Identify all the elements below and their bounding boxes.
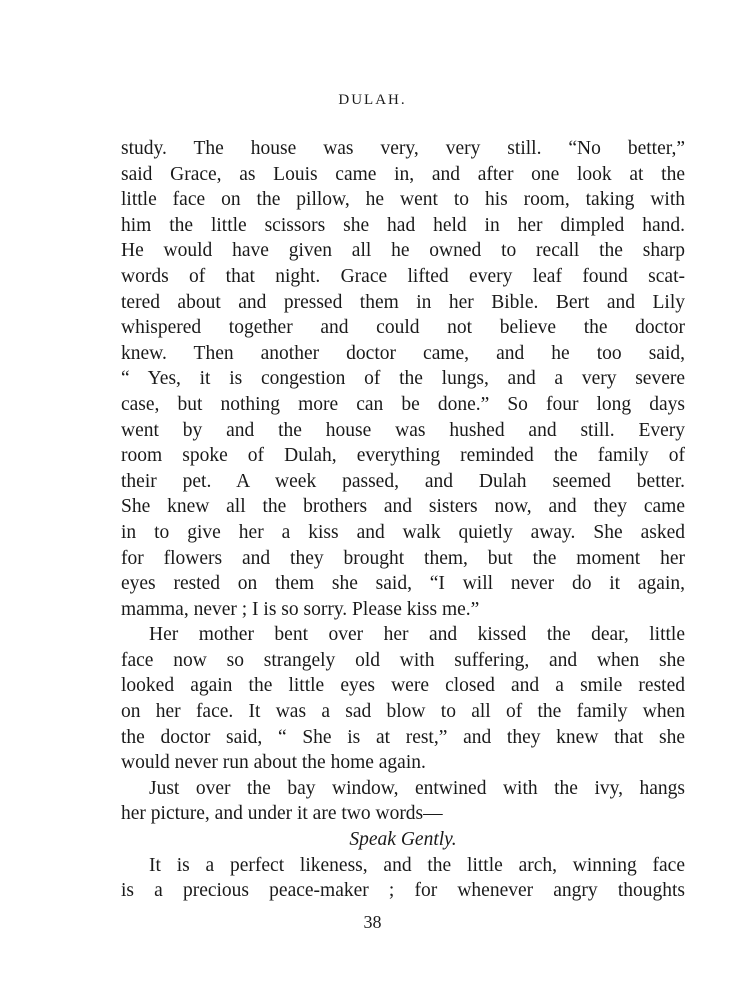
italic-heading: Speak Gently. <box>349 829 457 851</box>
text-line: the doctor said, “ She is at rest,” and they knew that she <box>121 726 685 748</box>
text-line: her picture, and under it are two words— <box>121 803 443 825</box>
text-line: Her mother bent over her and kissed the dear, little <box>149 624 685 646</box>
text-line: He would have given all he owned to recall the sharp <box>121 240 685 262</box>
text-line: on her face. It was a sad blow to all of the family when <box>121 701 685 723</box>
body-text <box>121 136 685 904</box>
text-line: mamma, never ; I is so sorry. Please kiss me.” <box>121 598 480 620</box>
text-line: for flowers and they brought them, but the moment her <box>121 547 685 569</box>
text-line: face now so strangely old with suffering, and when she <box>121 649 685 671</box>
text-line: went by and the house was hushed and still. Every <box>121 419 685 441</box>
text-line: looked again the little eyes were closed and a smile rested <box>121 675 685 697</box>
text-line: their pet. A week passed, and Dulah seemed better. <box>121 470 685 492</box>
text-line: Just over the bay window, entwined with the ivy, hangs <box>149 777 685 799</box>
text-line: tered about and pressed them in her Bible. Bert and Lily <box>121 291 685 313</box>
text-line: It is a perfect likeness, and the little arch, winning face <box>149 854 685 876</box>
text-line: She knew all the brothers and sisters now, and they came <box>121 496 685 518</box>
text-line: is a precious peace-maker ; for whenever angry thoughts <box>121 880 685 902</box>
text-line: him the little scissors she had held in her dimpled hand. <box>121 214 685 236</box>
text-line: whispered together and could not believe the doctor <box>121 317 685 339</box>
text-line: study. The house was very, very still. “No better,” <box>121 138 685 159</box>
text-line: room spoke of Dulah, everything reminded the family of <box>121 445 685 467</box>
text-line: words of that night. Grace lifted every leaf found scat- <box>121 265 685 287</box>
text-line: “ Yes, it is congestion of the lungs, and a very severe <box>121 368 685 390</box>
text-line: case, but nothing more can be done.” So four long days <box>121 393 685 415</box>
text-line: knew. Then another doctor came, and he too said, <box>121 342 685 364</box>
page-number: 38 <box>363 912 382 932</box>
text-line: would never run about the home again. <box>121 752 426 774</box>
text-line: little face on the pillow, he went to his room, taking with <box>121 189 685 211</box>
running-head: DULAH. <box>338 92 407 108</box>
text-line: said Grace, as Louis came in, and after one look at the <box>121 163 685 185</box>
text-line: eyes rested on them she said, “I will never do it again, <box>121 573 685 595</box>
text-line: in to give her a kiss and walk quietly away. She asked <box>121 521 685 543</box>
